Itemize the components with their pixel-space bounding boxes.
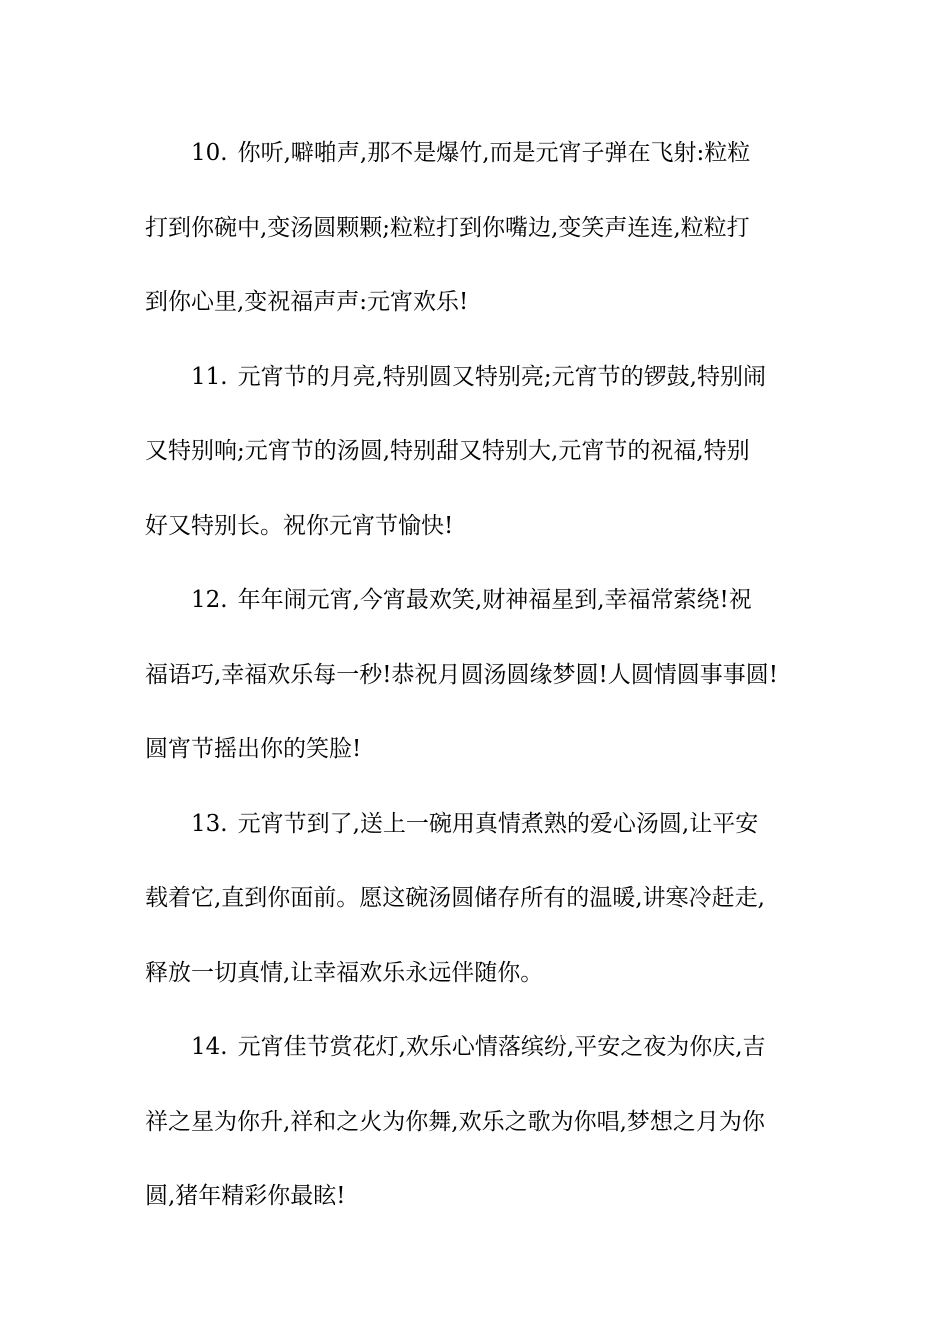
paragraph-line: [145, 787, 811, 862]
paragraph-number: 14.: [191, 1034, 228, 1060]
paragraph-line: [145, 1010, 811, 1085]
paragraph-12: [145, 563, 811, 787]
paragraph-13: [145, 787, 811, 1011]
line-text: 元宵节的月亮,特别圆又特别亮;元宵节的锣鼓,特别闹: [237, 363, 766, 390]
paragraph-number: 11.: [191, 363, 228, 390]
paragraph-line: 祥之星为你升,祥和之火为你舞,欢乐之歌为你唱,梦想之月为你: [145, 1108, 765, 1135]
document-body: [145, 116, 811, 1234]
line-text: 你听,噼啪声,那不是爆竹,而是元宵子弹在飞射:粒粒: [237, 140, 751, 166]
paragraph-line: [145, 563, 811, 638]
paragraph-line: 圆宵节摇出你的笑脸!: [145, 736, 362, 762]
paragraph-line: 载着它,直到你面前。愿这碗汤圆储存所有的温暖,讲寒冷赶走,: [145, 885, 765, 911]
paragraph-number: 10.: [191, 140, 228, 166]
paragraph-line: 打到你碗中,变汤圆颗颗;粒粒打到你嘴边,变笑声连连,粒粒打: [145, 214, 750, 241]
paragraph-line: 释放一切真情,让幸福欢乐永远伴随你。: [145, 959, 544, 986]
paragraph-line: 圆,猪年精彩你最眩!: [145, 1183, 346, 1209]
paragraph-line: [145, 116, 811, 191]
line-text: 年年闹元宵,今宵最欢笑,财神福星到,幸福常萦绕!祝: [237, 587, 752, 613]
paragraph-number: 13.: [191, 810, 228, 837]
paragraph-line: 又特别响;元宵节的汤圆,特别甜又特别大,元宵节的祝福,特别: [145, 438, 750, 464]
paragraph-14: [145, 1010, 811, 1234]
paragraph-line: 福语巧,幸福欢乐每一秒!恭祝月圆汤圆缘梦圆!人圆情圆事事圆!: [145, 661, 779, 688]
paragraph-line: 好又特别长。祝你元宵节愉快!: [145, 512, 454, 539]
paragraph-number: 12.: [191, 587, 228, 613]
paragraph-11: [145, 340, 811, 564]
paragraph-10: [145, 116, 811, 340]
line-text: 元宵节到了,送上一碗用真情煮熟的爱心汤圆,让平安: [237, 810, 759, 837]
line-text: 元宵佳节赏花灯,欢乐心情落缤纷,平安之夜为你庆,吉: [237, 1034, 766, 1060]
paragraph-line: 到你心里,变祝福声声:元宵欢乐!: [145, 289, 469, 315]
paragraph-line: [145, 340, 811, 415]
